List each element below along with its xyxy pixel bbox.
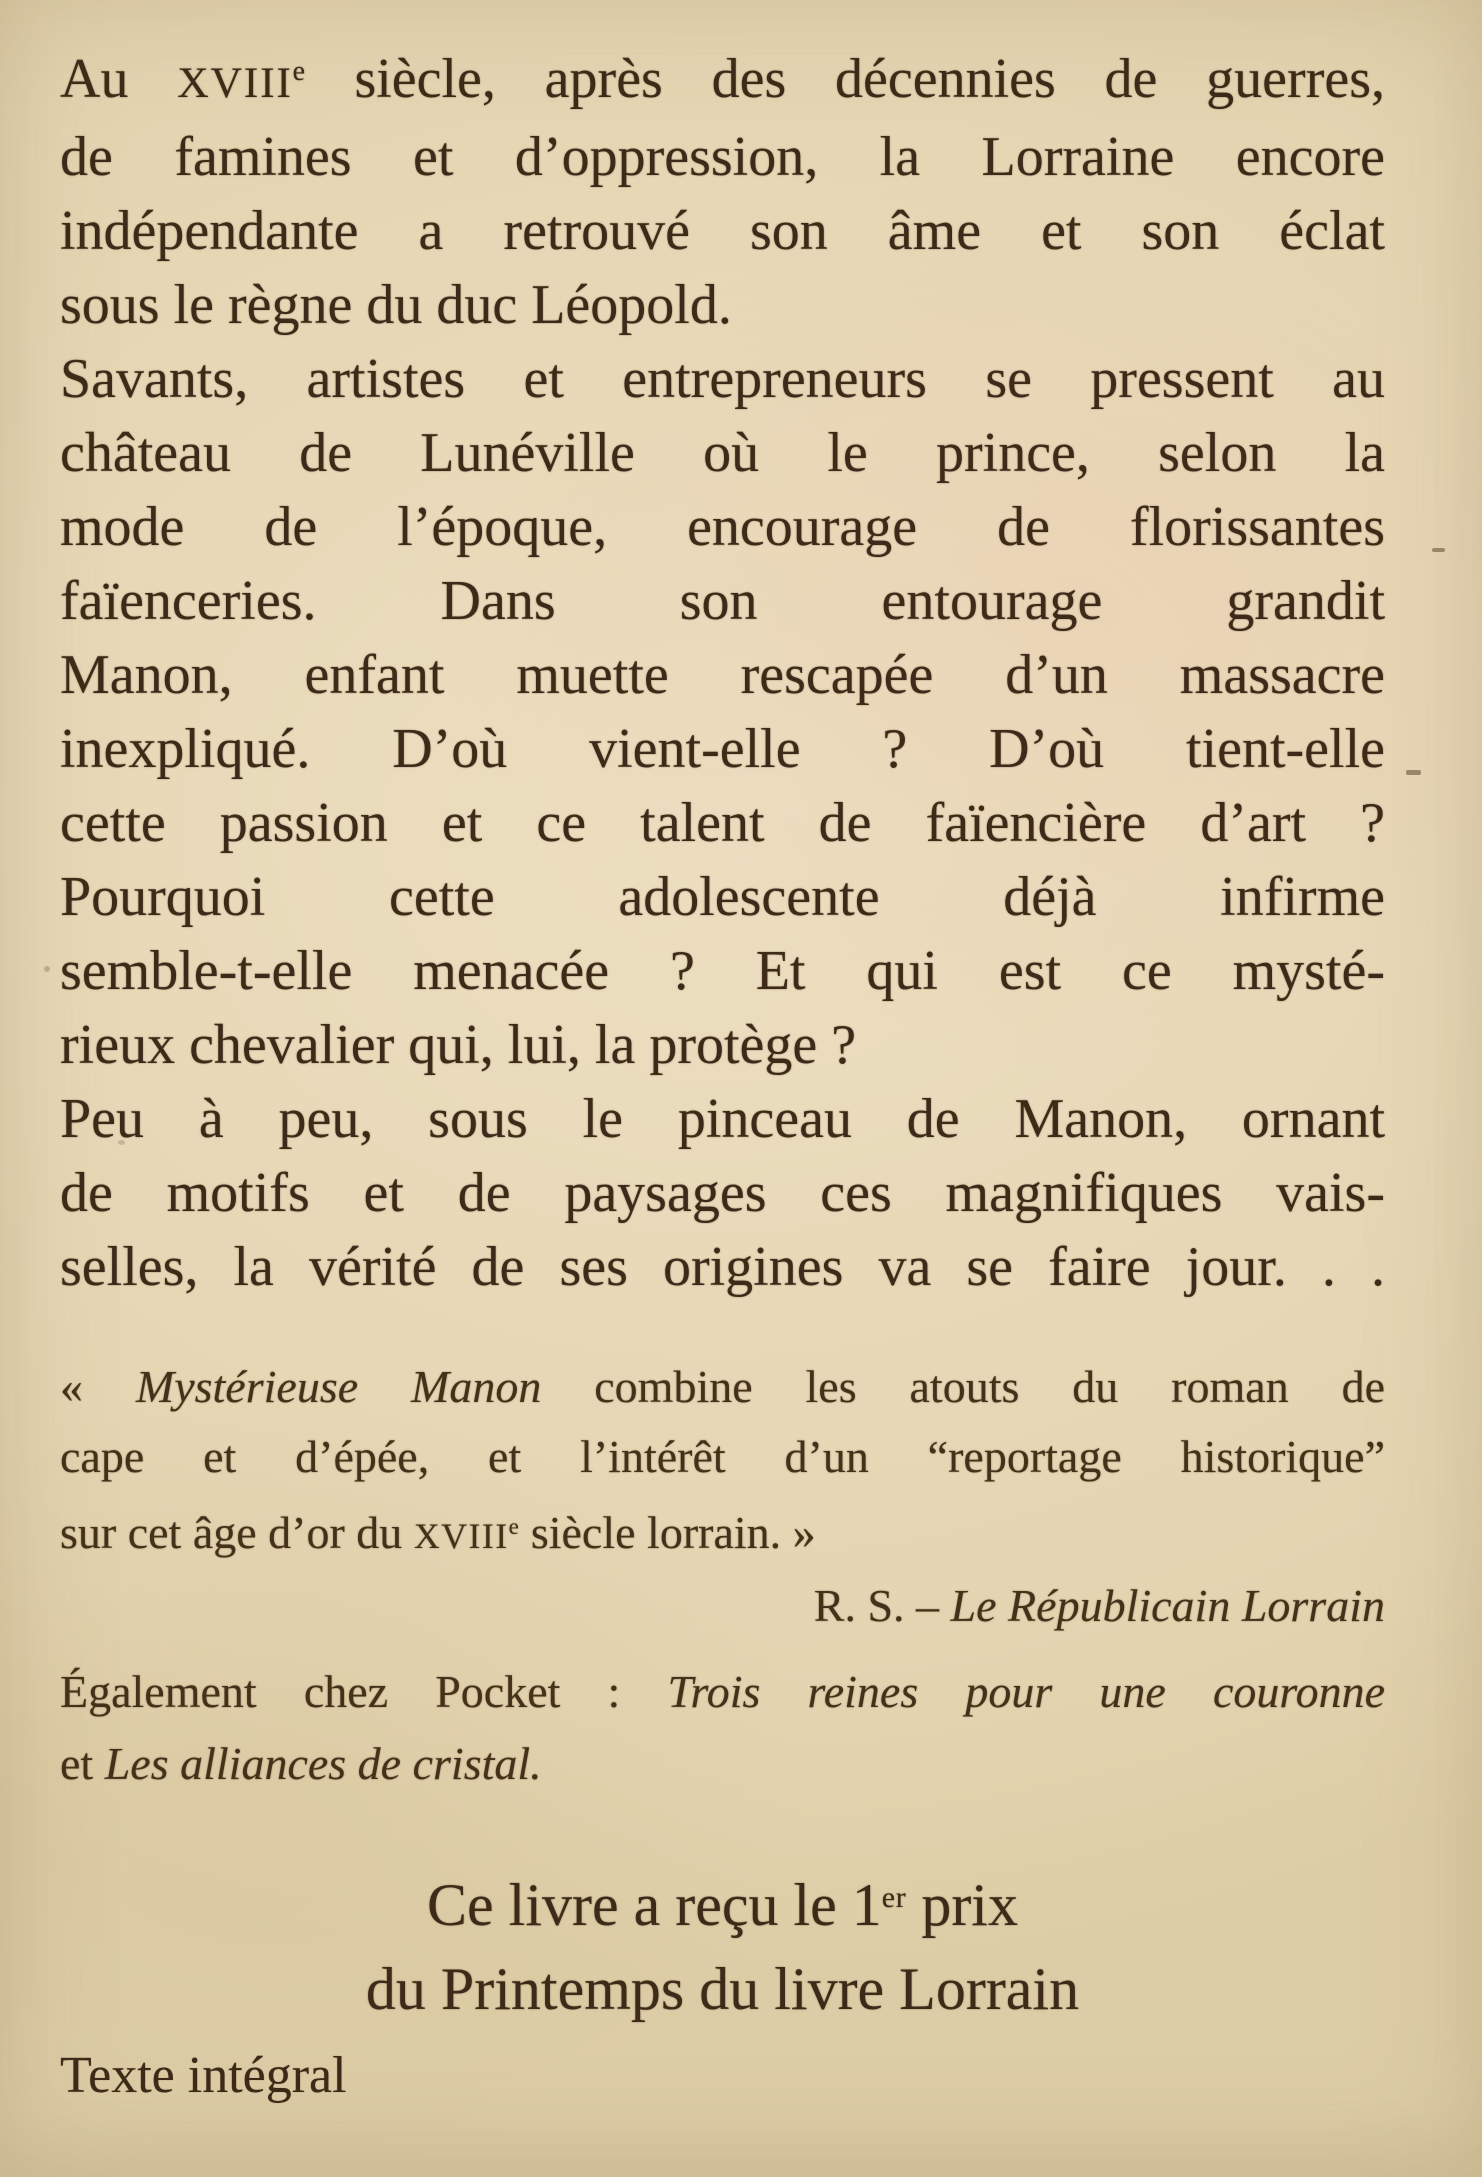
text-line: R. S. – Le Républicain Lorrain [813, 1579, 1385, 1631]
text-line: château de Lunéville où le prince, selon la [60, 421, 1385, 484]
text-line: rieux chevalier qui, lui, la protège ? [60, 1013, 857, 1076]
text-line: Peu à peu, sous le pinceau de Manon, ornant [60, 1087, 1385, 1150]
text-line: cape et d’épée, et l’intérêt d’un “reportage historique” [60, 1431, 1385, 1482]
edition-note [60, 2046, 1385, 2106]
synopsis-text [60, 35, 1385, 1304]
text-line: faïenceries. Dans son entourage grandit [60, 569, 1385, 632]
text-line: selles, la vérité de ses origines va se faire jour. . . [60, 1235, 1385, 1298]
text-line: Ce livre a reçu le 1er prix [427, 1872, 1018, 1938]
text-line: de motifs et de paysages ces magnifiques vais- [60, 1161, 1385, 1224]
text-line: cette passion et ce talent de faïencière d’art ? [60, 791, 1385, 854]
text-line: et Les alliances de cristal. [60, 1738, 542, 1789]
paper-speck [1432, 548, 1445, 552]
text-line: Savants, artistes et entrepreneurs se pressent au [60, 347, 1385, 410]
text-line: sur cet âge d’or du XVIIIe siècle lorrain. » [60, 1506, 816, 1558]
text-line: semble-t-elle menacée ? Et qui est ce mysté- [60, 939, 1385, 1002]
also-available-note [60, 1656, 1385, 1800]
text-line: Au XVIIIe siècle, après des décennies de guerres, [60, 47, 1385, 110]
text-line: Également chez Pocket : Trois reines pour une couronne [60, 1666, 1385, 1717]
paper-speck [118, 1140, 125, 1145]
text-line: indépendante a retrouvé son âme et son éclat [60, 199, 1385, 262]
award-note [60, 1856, 1385, 2031]
text-line: mode de l’époque, encourage de florissantes [60, 495, 1385, 558]
text-line: sous le règne du duc Léopold. [60, 273, 732, 336]
text-line: « Mystérieuse Manon combine les atouts du roman de [60, 1361, 1385, 1412]
press-review-quote [60, 1352, 1385, 1641]
text-line: du Printemps du livre Lorrain [365, 1956, 1080, 2022]
text-line: inexpliqué. D’où vient-elle ? D’où tient-elle [60, 717, 1385, 780]
text-line: Pourquoi cette adolescente déjà infirme [60, 865, 1385, 928]
paper-speck [1406, 770, 1421, 775]
text-line: Manon, enfant muette rescapée d’un massacre [60, 643, 1385, 706]
text-line: de famines et d’oppression, la Lorraine encore [60, 125, 1385, 188]
edition-note-text: Texte intégral [60, 2047, 347, 2104]
paper-speck [44, 966, 50, 972]
